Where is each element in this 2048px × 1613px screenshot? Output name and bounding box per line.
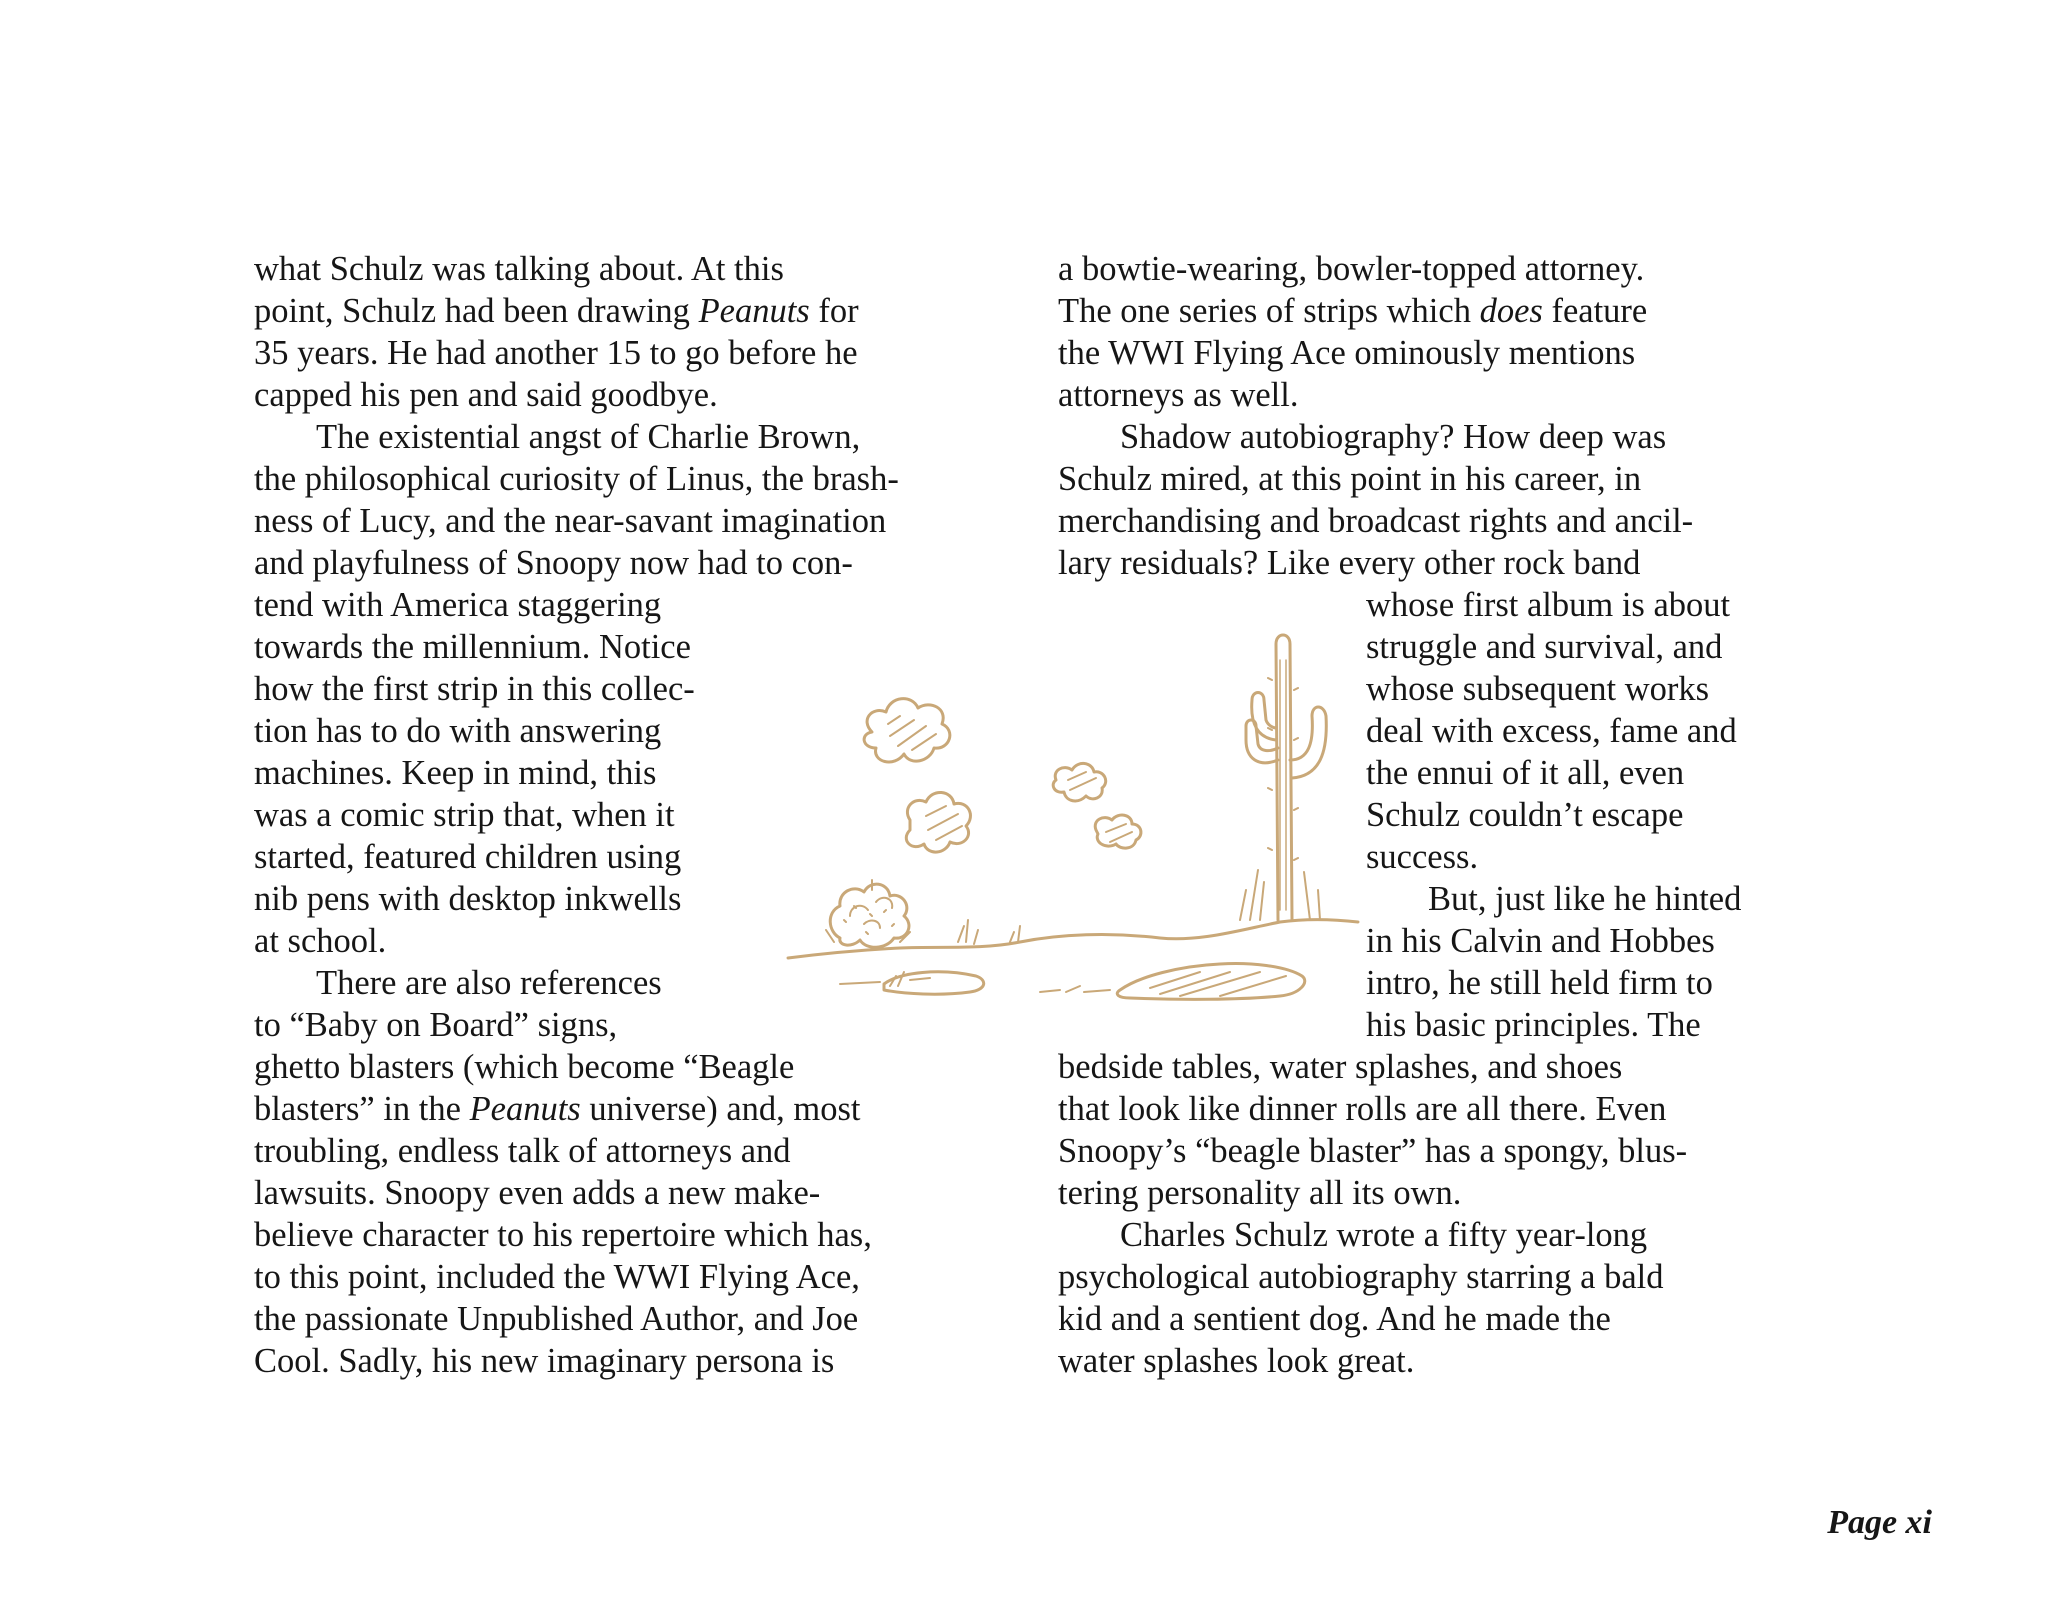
text-line: struggle and survival, and bbox=[1366, 628, 1723, 666]
text-line: tion has to do with answering bbox=[254, 712, 662, 750]
text-line: But, just like he hinted bbox=[1428, 880, 1742, 918]
italic-title: Peanuts bbox=[469, 1090, 581, 1128]
text-line: blasters” in the Peanuts universe) and, most bbox=[254, 1090, 861, 1128]
grass-illustration bbox=[958, 920, 1020, 944]
text-line: the passionate Unpublished Author, and Joe bbox=[254, 1300, 859, 1338]
text-line: to “Baby on Board” signs, bbox=[254, 1006, 618, 1044]
italic-title: Peanuts bbox=[698, 292, 810, 330]
text-line: lary residuals? Like every other rock band bbox=[1058, 544, 1641, 582]
text-line: and playfulness of Snoopy now had to con- bbox=[254, 544, 853, 582]
text-line: nib pens with desktop inkwells bbox=[254, 880, 682, 918]
cactus-illustration bbox=[1240, 635, 1326, 920]
text-line: how the first strip in this collec- bbox=[254, 670, 695, 708]
text-line: his basic principles. The bbox=[1366, 1006, 1701, 1044]
text-line: a bowtie-wearing, bowler-topped attorney. bbox=[1058, 250, 1645, 288]
text-line: what Schulz was talking about. At this bbox=[254, 250, 784, 288]
text-line: capped his pen and said goodbye. bbox=[254, 376, 718, 414]
text-line: to this point, included the WWI Flying Ace, bbox=[254, 1258, 860, 1296]
text-line: tend with America staggering bbox=[254, 586, 662, 624]
text-line: was a comic strip that, when it bbox=[254, 796, 675, 834]
text-line: intro, he still held firm to bbox=[1366, 964, 1713, 1002]
text-line: attorneys as well. bbox=[1058, 376, 1299, 414]
rock-illustration bbox=[1040, 964, 1305, 1000]
text-line: The one series of strips which does feature bbox=[1058, 292, 1648, 330]
text-line: whose first album is about bbox=[1366, 586, 1731, 624]
ground-line bbox=[788, 920, 1358, 958]
text-line: troubling, endless talk of attorneys and bbox=[254, 1132, 791, 1170]
text-line: towards the millennium. Notice bbox=[254, 628, 691, 666]
cloud-illustration bbox=[906, 792, 970, 852]
text-line: believe character to his repertoire which has, bbox=[254, 1216, 872, 1254]
text-line: water splashes look great. bbox=[1058, 1342, 1415, 1380]
text-line: machines. Keep in mind, this bbox=[254, 754, 657, 792]
text-line: Schulz couldn’t escape bbox=[1366, 796, 1684, 834]
text-line: kid and a sentient dog. And he made the bbox=[1058, 1300, 1611, 1338]
text-line: the ennui of it all, even bbox=[1366, 754, 1685, 792]
text-line: at school. bbox=[254, 922, 387, 960]
italic-title: does bbox=[1479, 292, 1543, 330]
text-line: Schulz mired, at this point in his career, in bbox=[1058, 460, 1642, 498]
text-line: lawsuits. Snoopy even adds a new make- bbox=[254, 1174, 821, 1212]
text-line: in his Calvin and Hobbes bbox=[1366, 922, 1715, 960]
rock-illustration bbox=[840, 972, 984, 994]
text-line: started, featured children using bbox=[254, 838, 682, 876]
text-line: whose subsequent works bbox=[1366, 670, 1710, 708]
cloud-illustration bbox=[1095, 815, 1141, 848]
text-line: point, Schulz had been drawing Peanuts for bbox=[254, 292, 859, 330]
text-line: Shadow autobiography? How deep was bbox=[1120, 418, 1667, 456]
text-line: the WWI Flying Ace ominously mentions bbox=[1058, 334, 1636, 372]
text-line: The existential angst of Charlie Brown, bbox=[316, 418, 861, 456]
page-number: Page xi bbox=[1827, 1504, 1932, 1541]
text-line: bedside tables, water splashes, and shoes bbox=[1058, 1048, 1623, 1086]
text-line: ness of Lucy, and the near-savant imagination bbox=[254, 502, 887, 540]
text-line: merchandising and broadcast rights and ancil- bbox=[1058, 502, 1694, 540]
text-line: Cool. Sadly, his new imaginary persona is bbox=[254, 1342, 835, 1380]
text-line: Snoopy’s “beagle blaster” has a spongy, blus- bbox=[1058, 1132, 1688, 1170]
cloud-illustration bbox=[864, 699, 950, 762]
text-line: Charles Schulz wrote a fifty year-long bbox=[1120, 1216, 1648, 1254]
text-line: There are also references bbox=[316, 964, 662, 1002]
text-line: that look like dinner rolls are all there. Even bbox=[1058, 1090, 1667, 1128]
text-line: success. bbox=[1366, 838, 1479, 876]
text-line: 35 years. He had another 15 to go before he bbox=[254, 334, 858, 372]
text-line: the philosophical curiosity of Linus, the brash- bbox=[254, 460, 899, 498]
text-line: deal with excess, fame and bbox=[1366, 712, 1737, 750]
desert-landscape-illustration bbox=[780, 620, 1360, 1020]
text-line: ghetto blasters (which become “Beagle bbox=[254, 1048, 795, 1086]
prickly-pear-illustration bbox=[826, 880, 910, 947]
text-line: psychological autobiography starring a bald bbox=[1058, 1258, 1664, 1296]
text-line: tering personality all its own. bbox=[1058, 1174, 1462, 1212]
cloud-illustration bbox=[1053, 763, 1106, 801]
